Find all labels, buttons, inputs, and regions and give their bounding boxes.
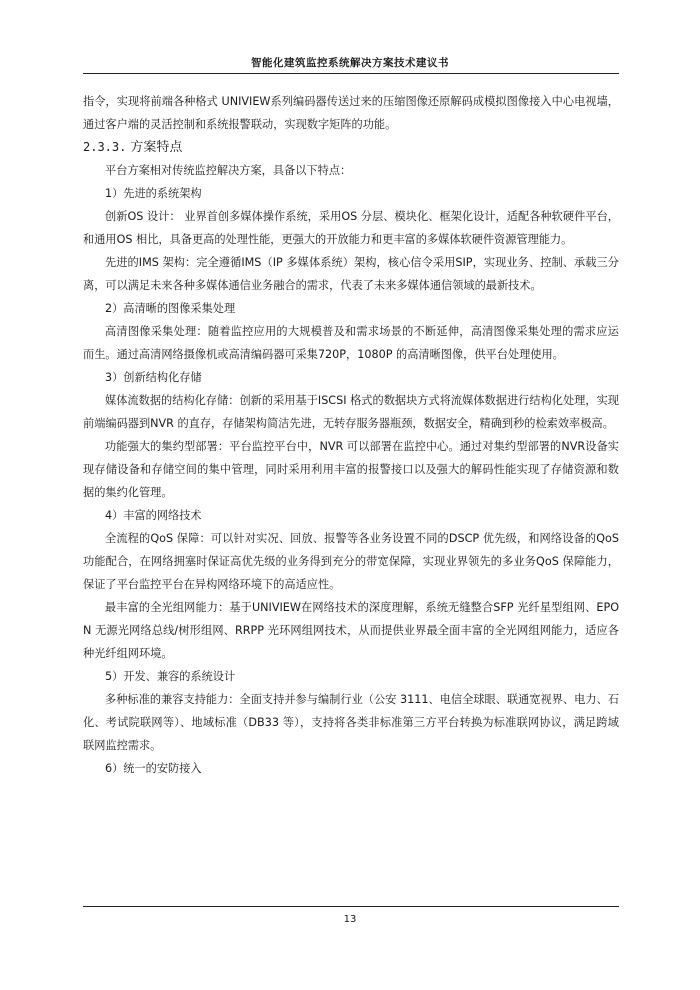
- footer-divider: [83, 906, 619, 907]
- item-1-paragraph-1: 创新OS 设计： 业界首创多媒体操作系统，采用OS 分层、模块化、框架化设计，适配各种软硬件平台，和通用OS 相比，具备更高的处理性能，更强大的开放能力和更丰富的多媒体软硬件资源管理能力。: [83, 210, 619, 246]
- section-heading: [83, 136, 619, 159]
- document-body: [83, 90, 619, 780]
- section-title: 方案特点: [130, 140, 183, 155]
- item-heading-3: 3）创新结构化存储: [105, 371, 202, 384]
- item-heading-5: 5）开发、兼容的系统设计: [105, 670, 236, 683]
- item-heading-2: 2）高清晰的图像采集处理: [105, 302, 236, 315]
- section-intro-paragraph: 平台方案相对传统监控解决方案，具备以下特点：: [105, 164, 352, 177]
- item-heading-4: 4）丰富的网络技术: [105, 509, 202, 522]
- item-1-paragraph-2: 先进的IMS 架构：完全遵循IMS（IP 多媒体系统）架构，核心信令采用SIP，实现业务、控制、承载三分离，可以满足未来各种多媒体通信业务融合的需求，代表了未来多媒体通信领域的最新技术。: [83, 256, 619, 292]
- header-divider: [83, 73, 619, 74]
- item-heading-1: 1）先进的系统架构: [105, 187, 202, 200]
- item-5-paragraph-1: 多种标准的兼容支持能力：全面支持并参与编制行业（公安 3111、电信全球眼、联通宽视界、电力、石化、考试院联网等）、地域标准（DB33 等），支持将各类非标准第三方平台转换为标准联网协议，满足跨域联网监控需求。: [83, 693, 619, 752]
- section-number: 2.3.3.: [83, 140, 127, 154]
- item-3-paragraph-1: 媒体流数据的结构化存储：创新的采用基于ISCSI 格式的数据块方式将流媒体数据进行结构化处理，实现前端编码器到NVR 的直存，存储架构简洁先进，无转存服务器瓶颈，数据安全，精确到秒的检索效率极高。: [83, 394, 619, 430]
- item-heading-6: 6）统一的安防接入: [105, 762, 202, 775]
- running-header-title: 智能化建筑监控系统解决方案技术建议书: [251, 57, 449, 69]
- page-number: 13: [343, 914, 357, 925]
- item-4-paragraph-2: 最丰富的全光组网能力：基于UNIVIEW在网络技术的深度理解，系统无缝整合SFP 光纤星型组网、EPON 无源光网络总线/树形组网、RRPP 光环网组网技术，从而提供业界最全面丰富的全光网组网能力，适应各种光纤组网环境。: [83, 601, 619, 660]
- item-2-paragraph-1: 高清图像采集处理：随着监控应用的大规模普及和需求场景的不断延伸，高清图像采集处理的需求应运而生。通过高清网络摄像机或高清编码器可采集720P，1080P 的高清晰图像，供平台处理使用。: [83, 325, 619, 361]
- intro-paragraph: 指令，实现将前端各种格式 UNIVIEW系列编码器传送过来的压缩图像还原解码成模拟图像接入中心电视墙，通过客户端的灵活控制和系统报警联动，实现数字矩阵的功能。: [83, 95, 619, 131]
- item-4-paragraph-1: 全流程的QoS 保障：可以针对实况、回放、报警等各业务设置不同的DSCP 优先级，和网络设备的QoS 功能配合，在网络拥塞时保证高优先级的业务得到充分的带宽保障，实现业界领先的多业务QoS 保障能力，保证了平台监控平台在异构网络环境下的高适应性。: [83, 532, 619, 591]
- item-3-paragraph-2: 功能强大的集约型部署：平台监控平台中，NVR 可以部署在监控中心。通过对集约型部署的NVR设备实现存储设备和存储空间的集中管理，同时采用利用丰富的报警接口以及强大的解码性能实现了存储资源和数据的集约化管理。: [83, 440, 619, 499]
